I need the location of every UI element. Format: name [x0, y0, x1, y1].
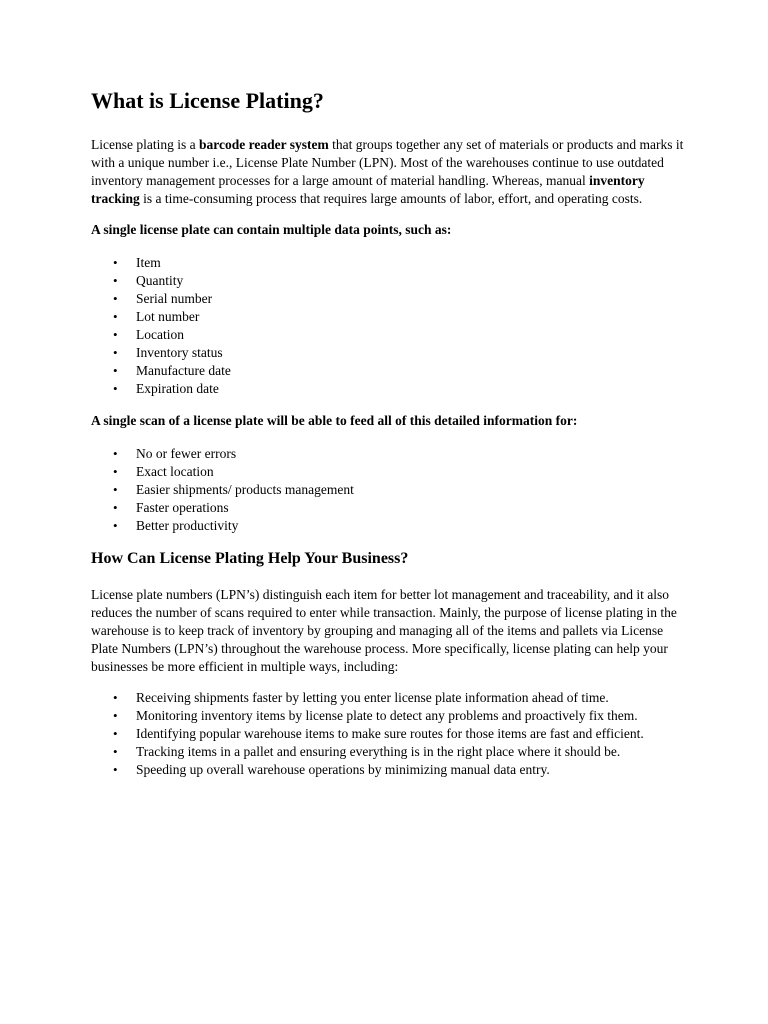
bullet-icon: • [113, 726, 118, 742]
section-paragraph: License plate numbers (LPN’s) distinguish each item for better lot management and traceability, and it also reduces the number of scans required to enter while transaction. Mainly, the purpose of license plating in the warehouse is to keep track of inventory by grouping and managing all of the items and pallets via License Plate Numbers (LPN’s) throughout the warehouse process. More specifically, license plating can help your businesses be more efficient in multiple ways, including: [91, 587, 677, 675]
bullet-icon: • [113, 363, 118, 379]
intro-bold-barcode-reader-system: barcode reader system [198, 137, 329, 153]
list-item: • Monitoring inventory items by license plate to detect any problems and proactively fix them. [113, 708, 638, 724]
bullet-icon: • [113, 464, 118, 480]
list-item: • No or fewer errors [113, 446, 237, 462]
ways-list [91, 689, 688, 779]
bullet-icon: • [113, 482, 118, 498]
bullet-icon: • [113, 381, 118, 397]
scan-heading: A single scan of a license plate will be able to feed all of this detailed information for: [91, 413, 578, 429]
list-item: • Location [113, 327, 184, 343]
intro-text-3: is a time-consuming process that requires large amounts of labor, effort, and operating costs. [139, 191, 643, 207]
scan-benefits-list [91, 445, 688, 535]
list-item: • Inventory status [113, 345, 223, 361]
bullet-icon: • [113, 708, 118, 724]
intro-paragraph [91, 136, 688, 208]
bullet-icon: • [113, 518, 118, 534]
list-item: • Lot number [113, 309, 200, 325]
bullet-icon: • [113, 345, 118, 361]
list-item: • Tracking items in a pallet and ensuring everything is in the right place where it should be. [113, 744, 621, 760]
list-item: • Manufacture date [113, 363, 231, 379]
bullet-icon: • [113, 327, 118, 343]
bullet-icon: • [113, 500, 118, 516]
section-title: How Can License Plating Help Your Business? [91, 550, 409, 568]
list-item: • Expiration date [113, 381, 219, 397]
list-item: • Speeding up overall warehouse operations by minimizing manual data entry. [113, 762, 550, 778]
list-item: • Item [113, 255, 161, 271]
bullet-icon: • [113, 446, 118, 462]
bullet-icon: • [113, 255, 118, 271]
list-item: • Receiving shipments faster by letting you enter license plate information ahead of time. [113, 690, 609, 706]
bullet-icon: • [113, 309, 118, 325]
bullet-icon: • [113, 291, 118, 307]
intro-bold-inventory-tracking: inventory tracking [91, 173, 645, 207]
bullet-icon: • [113, 690, 118, 706]
list-item: • Easier shipments/ products management [113, 482, 354, 498]
intro-text-2: that groups together any set of materials or products and marks it with a unique number i.e., License Plate Number (LPN). Most of the warehouses continue to use outdated inventory management processes for a large amount of material handling. Whereas, manual [91, 137, 684, 189]
data-points-list [91, 254, 688, 398]
intro-text-1: License plating is a [91, 137, 199, 153]
bullet-icon: • [113, 762, 118, 778]
list-item: • Serial number [113, 291, 213, 307]
bullet-icon: • [113, 273, 118, 289]
bullet-icon: • [113, 744, 118, 760]
list-item: • Identifying popular warehouse items to make sure routes for those items are fast and efficient. [113, 726, 644, 742]
list-item: • Better productivity [113, 518, 239, 534]
page-title: What is License Plating? [91, 88, 324, 113]
list-item: • Exact location [113, 464, 214, 480]
data-points-heading: A single license plate can contain multiple data points, such as: [91, 222, 452, 238]
list-item: • Faster operations [113, 500, 229, 516]
list-item: • Quantity [113, 273, 184, 289]
